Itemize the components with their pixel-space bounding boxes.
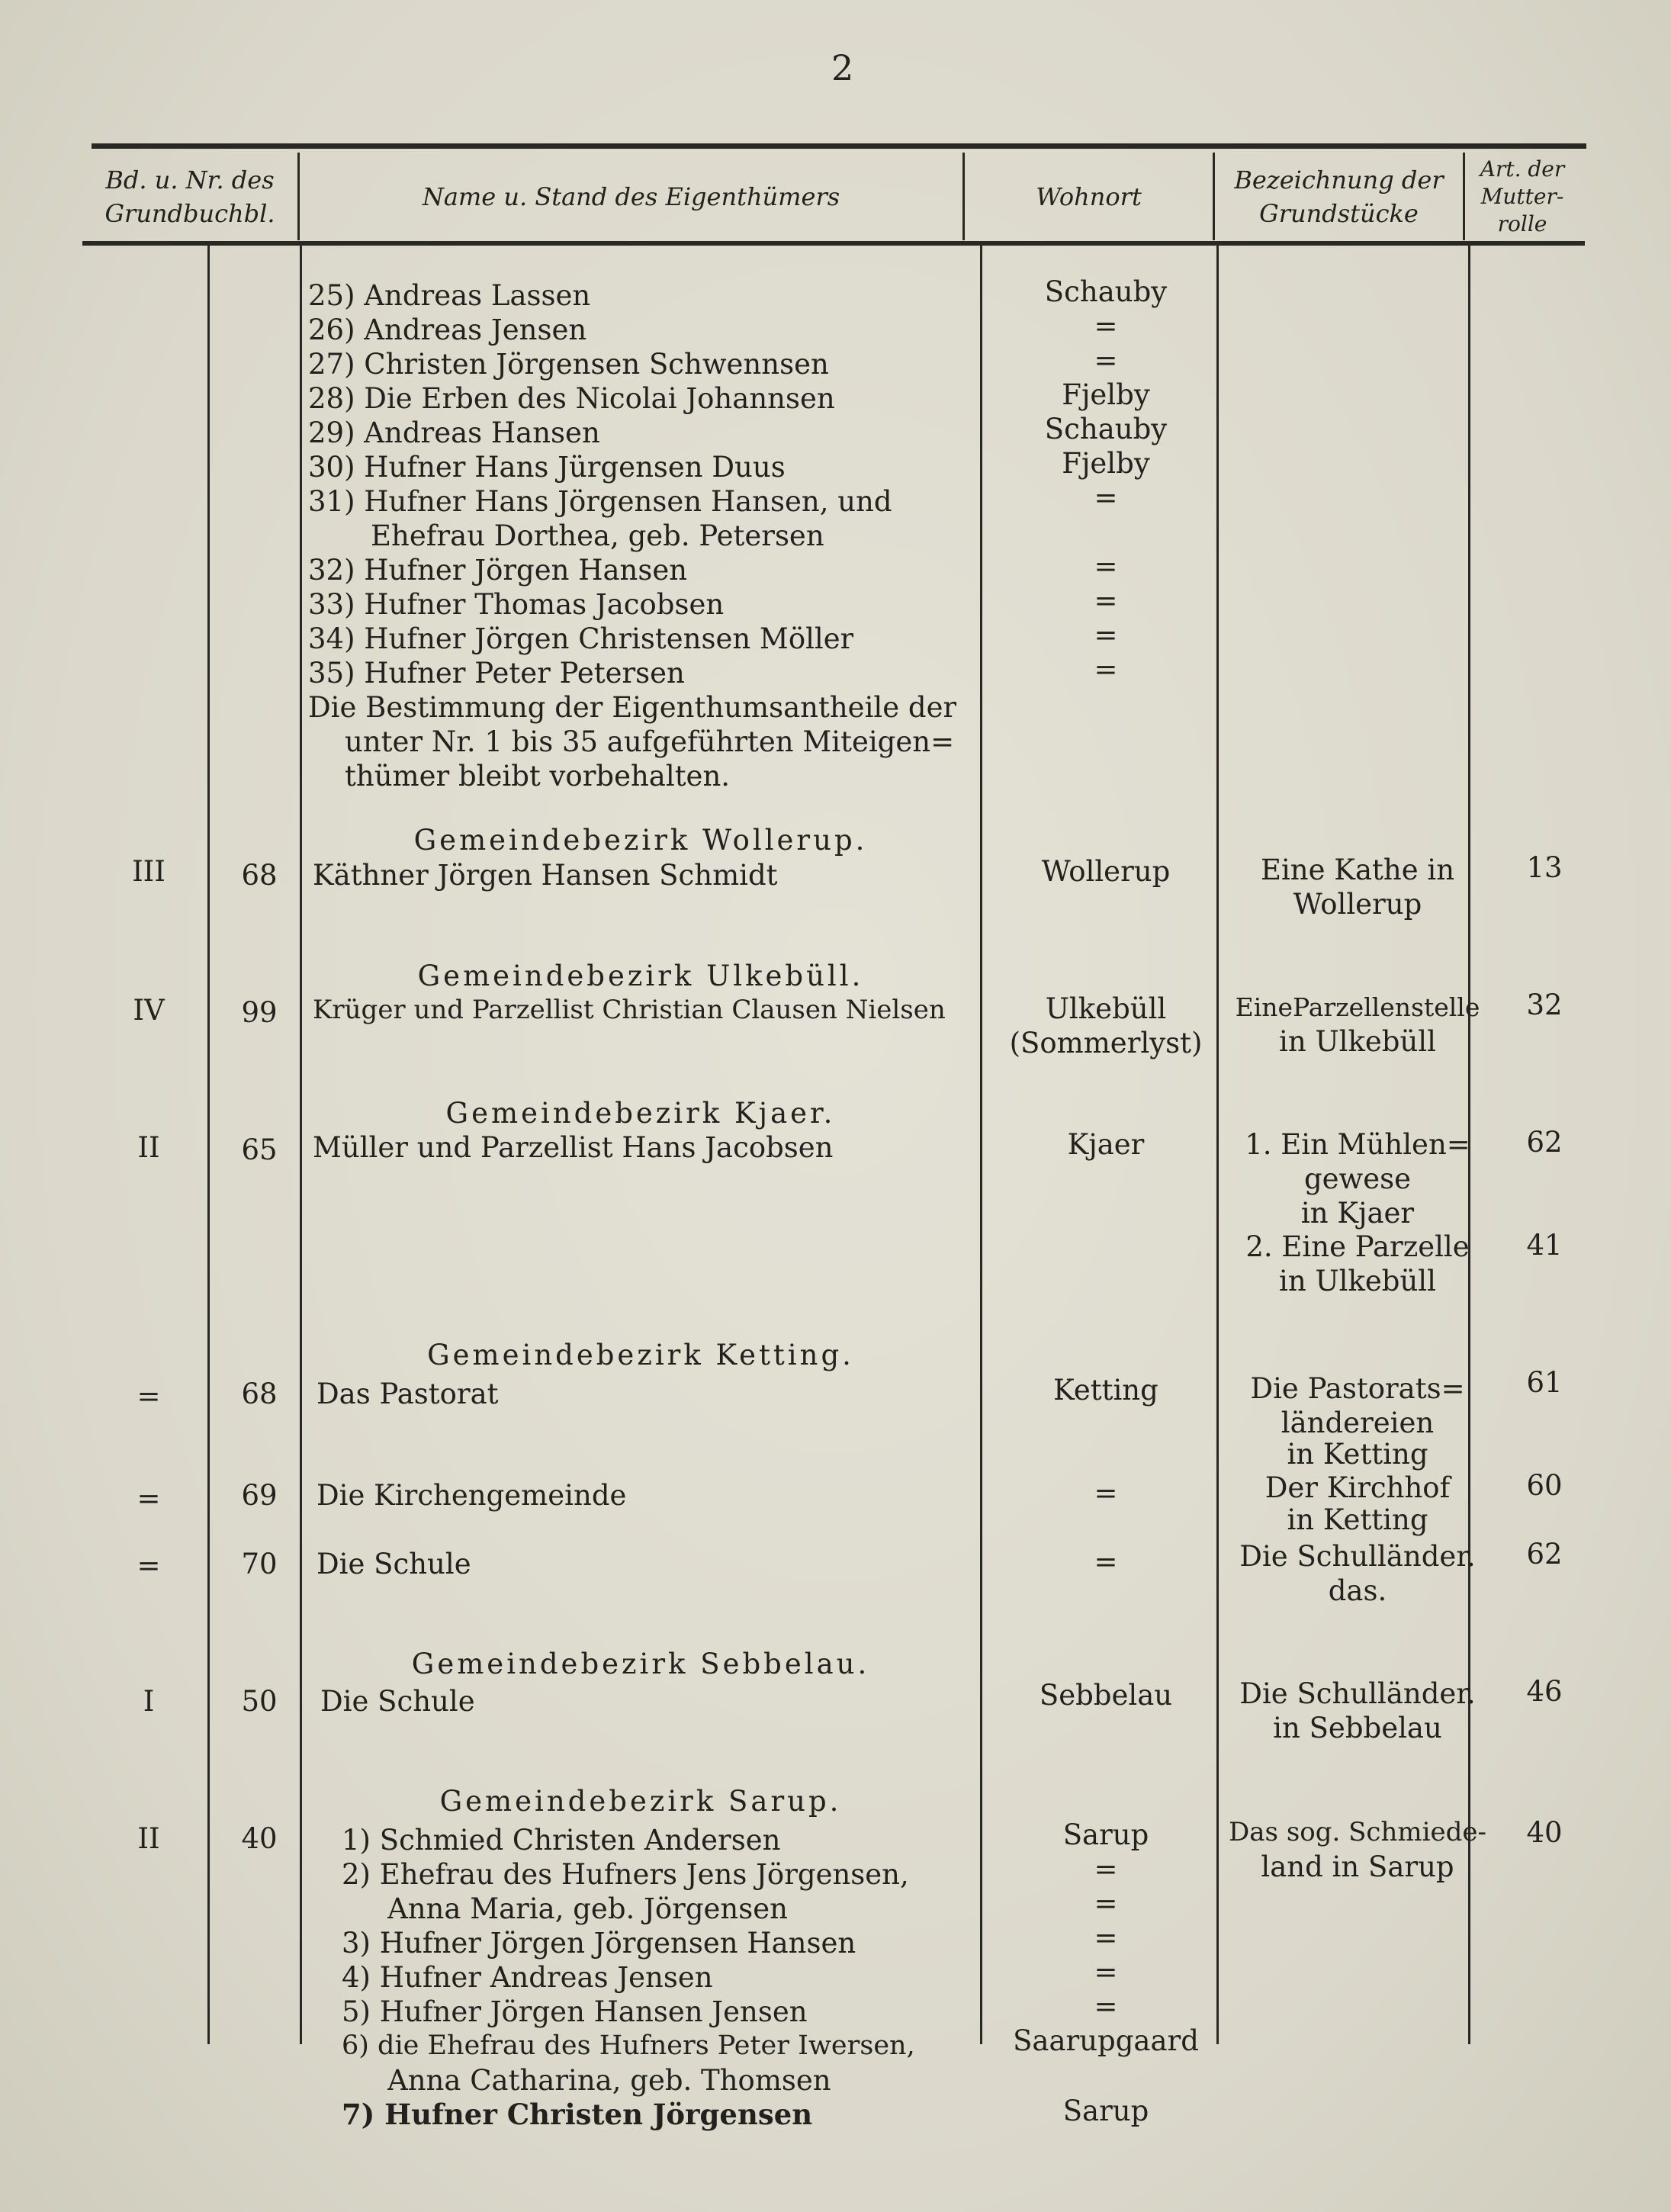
bd-number: = bbox=[137, 1549, 161, 1582]
entry-name: 1) Schmied Christen Andersen bbox=[342, 1824, 781, 1857]
entry-ort: Schauby bbox=[1044, 413, 1168, 445]
entry-ort: Saarupgaard bbox=[1013, 2024, 1199, 2057]
nr-number: 99 bbox=[241, 996, 278, 1029]
bezeichnung: Die Pastorats= bbox=[1250, 1372, 1465, 1405]
header-top-rule bbox=[92, 143, 1586, 149]
bezeichnung: Die Schulländer. bbox=[1239, 1677, 1476, 1710]
entry-name: 35) Hufner Peter Petersen bbox=[308, 657, 685, 690]
nr-number: 40 bbox=[241, 1822, 278, 1855]
owner-name: Das Pastorat bbox=[317, 1378, 499, 1410]
nr-number: 69 bbox=[241, 1479, 278, 1512]
entry-ort: = bbox=[1094, 1853, 1118, 1886]
section-title-sarup: Gemeindebezirk Sarup. bbox=[439, 1785, 842, 1818]
bezeichnung: das. bbox=[1328, 1574, 1387, 1607]
bd-number: I bbox=[143, 1685, 155, 1718]
artikel: 61 bbox=[1526, 1366, 1563, 1399]
bezeichnung: in Ketting bbox=[1287, 1438, 1428, 1471]
bd-number: III bbox=[132, 855, 165, 888]
note-line: Die Bestimmung der Eigenthumsantheile der bbox=[308, 691, 957, 724]
entry-name: Anna Maria, geb. Jörgensen bbox=[387, 1892, 788, 1925]
entry-ort: = bbox=[1094, 653, 1118, 686]
entry-ort: = bbox=[1094, 1956, 1118, 1989]
bd-number: IV bbox=[133, 994, 165, 1027]
entry-ort: = bbox=[1094, 550, 1118, 583]
nr-number: 68 bbox=[241, 1378, 278, 1410]
wohnort: Sebbelau bbox=[1039, 1679, 1173, 1712]
bezeichnung: Das sog. Schmiede- bbox=[1229, 1817, 1486, 1847]
wohnort: (Sommerlyst) bbox=[1009, 1027, 1203, 1059]
entry-ort: = bbox=[1094, 584, 1118, 617]
bezeichnung: in Ulkebüll bbox=[1279, 1265, 1436, 1297]
wohnort: Ketting bbox=[1053, 1374, 1158, 1407]
entry-ort: = bbox=[1094, 619, 1118, 651]
entry-ort: = bbox=[1094, 1990, 1118, 2023]
entry-ort: Schauby bbox=[1044, 275, 1168, 308]
entry-name: 27) Christen Jörgensen Schwennsen bbox=[308, 348, 829, 381]
entry-name: 26) Andreas Jensen bbox=[308, 313, 587, 346]
artikel: 46 bbox=[1526, 1675, 1563, 1708]
artikel: 62 bbox=[1526, 1538, 1563, 1571]
column-line bbox=[300, 246, 302, 2044]
artikel: 41 bbox=[1526, 1229, 1563, 1262]
wohnort: = bbox=[1094, 1477, 1118, 1509]
entry-ort: = bbox=[1094, 1921, 1118, 1954]
entry-name: 2) Ehefrau des Hufners Jens Jörgensen, bbox=[342, 1858, 909, 1891]
wohnort: Kjaer bbox=[1067, 1128, 1145, 1161]
nr-number: 65 bbox=[241, 1133, 278, 1166]
bezeichnung: Eine Kathe in bbox=[1260, 854, 1455, 886]
header-bottom-rule bbox=[82, 241, 1585, 246]
entry-name: Anna Catharina, geb. Thomsen bbox=[387, 2064, 831, 2097]
artikel: 40 bbox=[1526, 1816, 1563, 1849]
artikel: 60 bbox=[1526, 1469, 1563, 1502]
owner-name: Müller und Parzellist Hans Jacobsen bbox=[313, 1131, 834, 1164]
owner-name: Krüger und Parzellist Christian Clausen Nielsen bbox=[313, 995, 946, 1025]
entry-name: 33) Hufner Thomas Jacobsen bbox=[308, 588, 725, 621]
entry-name: 34) Hufner Jörgen Christensen Möller bbox=[308, 622, 854, 655]
entry-name: 32) Hufner Jörgen Hansen bbox=[308, 554, 688, 587]
section-title-sebbelau: Gemeindebezirk Sebbelau. bbox=[411, 1648, 870, 1680]
nr-number: 50 bbox=[241, 1685, 278, 1718]
entry-name: 25) Andreas Lassen bbox=[308, 279, 591, 312]
entry-name: 29) Andreas Hansen bbox=[308, 416, 600, 449]
note-line: thümer bleibt vorbehalten. bbox=[345, 760, 731, 793]
bd-number: II bbox=[137, 1131, 160, 1164]
entry-ort: Sarup bbox=[1062, 2095, 1149, 2127]
wohnort: Ulkebüll bbox=[1045, 992, 1167, 1025]
entry-name: 4) Hufner Andreas Jensen bbox=[342, 1961, 713, 1994]
entry-name: 28) Die Erben des Nicolai Johannsen bbox=[308, 382, 835, 415]
wohnort: Wollerup bbox=[1041, 855, 1171, 888]
nr-number: 70 bbox=[241, 1548, 278, 1580]
entry-ort: = bbox=[1094, 310, 1118, 342]
bd-number: II bbox=[137, 1822, 160, 1855]
bezeichnung: land in Sarup bbox=[1261, 1850, 1454, 1883]
entry-ort: = bbox=[1094, 481, 1118, 514]
entry-name: 30) Hufner Hans Jürgensen Duus bbox=[308, 451, 786, 484]
bezeichnung: gewese bbox=[1303, 1162, 1412, 1195]
page-number: 2 bbox=[831, 47, 854, 88]
bezeichnung: 2. Eine Parzelle bbox=[1245, 1230, 1470, 1263]
nr-number: 68 bbox=[241, 859, 278, 892]
bd-number: = bbox=[137, 1482, 161, 1515]
owner-name: Die Schule bbox=[320, 1685, 475, 1718]
artikel: 13 bbox=[1526, 851, 1563, 884]
bezeichnung: Wollerup bbox=[1293, 888, 1422, 921]
header-name: Name u. Stand des Eigenthümers bbox=[422, 182, 840, 211]
wohnort: = bbox=[1094, 1545, 1118, 1578]
entry-ort: = bbox=[1094, 1887, 1118, 1920]
bezeichnung: Die Schulländer. bbox=[1239, 1540, 1476, 1573]
header-grundbuch: Bd. u. Nr. des Grundbuchbl. bbox=[104, 165, 275, 228]
bezeichnung: EineParzellenstelle bbox=[1235, 992, 1480, 1022]
entry-ort: = bbox=[1094, 344, 1118, 377]
header-wohnort: Wohnort bbox=[1036, 182, 1142, 211]
bezeichnung: 1. Ein Mühlen= bbox=[1245, 1128, 1470, 1161]
bezeichnung: Der Kirchhof bbox=[1264, 1471, 1451, 1504]
section-title-ketting: Gemeindebezirk Ketting. bbox=[427, 1339, 854, 1371]
entry-name: 31) Hufner Hans Jörgensen Hansen, und bbox=[308, 485, 892, 518]
entry-name: Ehefrau Dorthea, geb. Petersen bbox=[371, 519, 824, 552]
section-title-kjaer: Gemeindebezirk Kjaer. bbox=[445, 1097, 836, 1130]
bezeichnung: in Ketting bbox=[1287, 1503, 1428, 1536]
entry-name: 3) Hufner Jörgen Jörgensen Hansen bbox=[342, 1927, 856, 1960]
artikel: 62 bbox=[1526, 1126, 1563, 1159]
entry-ort: Sarup bbox=[1062, 1818, 1149, 1851]
owner-name: Die Kirchengemeinde bbox=[317, 1479, 627, 1512]
header-artikel: Art. der Mutter-rolle bbox=[1480, 156, 1565, 236]
artikel: 32 bbox=[1526, 989, 1563, 1021]
header-bezeichnung: Bezeichnung der Grundstücke bbox=[1234, 165, 1444, 228]
bd-number: = bbox=[137, 1380, 161, 1413]
entry-ort: Fjelby bbox=[1062, 378, 1150, 411]
owner-name: Käthner Jörgen Hansen Schmidt bbox=[313, 859, 778, 892]
bezeichnung: in Kjaer bbox=[1300, 1197, 1415, 1230]
section-title-ulkebuell: Gemeindebezirk Ulkebüll. bbox=[417, 960, 864, 992]
entry-name: 6) die Ehefrau des Hufners Peter Iwersen, bbox=[342, 2030, 915, 2061]
bezeichnung: in Sebbelau bbox=[1273, 1712, 1442, 1744]
bezeichnung: ländereien bbox=[1281, 1407, 1435, 1439]
entry-ort: Fjelby bbox=[1062, 447, 1150, 480]
note-line: unter Nr. 1 bis 35 aufgeführten Miteigen= bbox=[345, 725, 955, 758]
bezeichnung: in Ulkebüll bbox=[1279, 1025, 1436, 1058]
entry-name: 7) Hufner Christen Jörgensen bbox=[342, 2098, 813, 2131]
section-title-wollerup: Gemeindebezirk Wollerup. bbox=[413, 824, 868, 857]
owner-name: Die Schule bbox=[317, 1548, 471, 1580]
entry-name: 5) Hufner Jörgen Hansen Jensen bbox=[342, 1995, 808, 2028]
